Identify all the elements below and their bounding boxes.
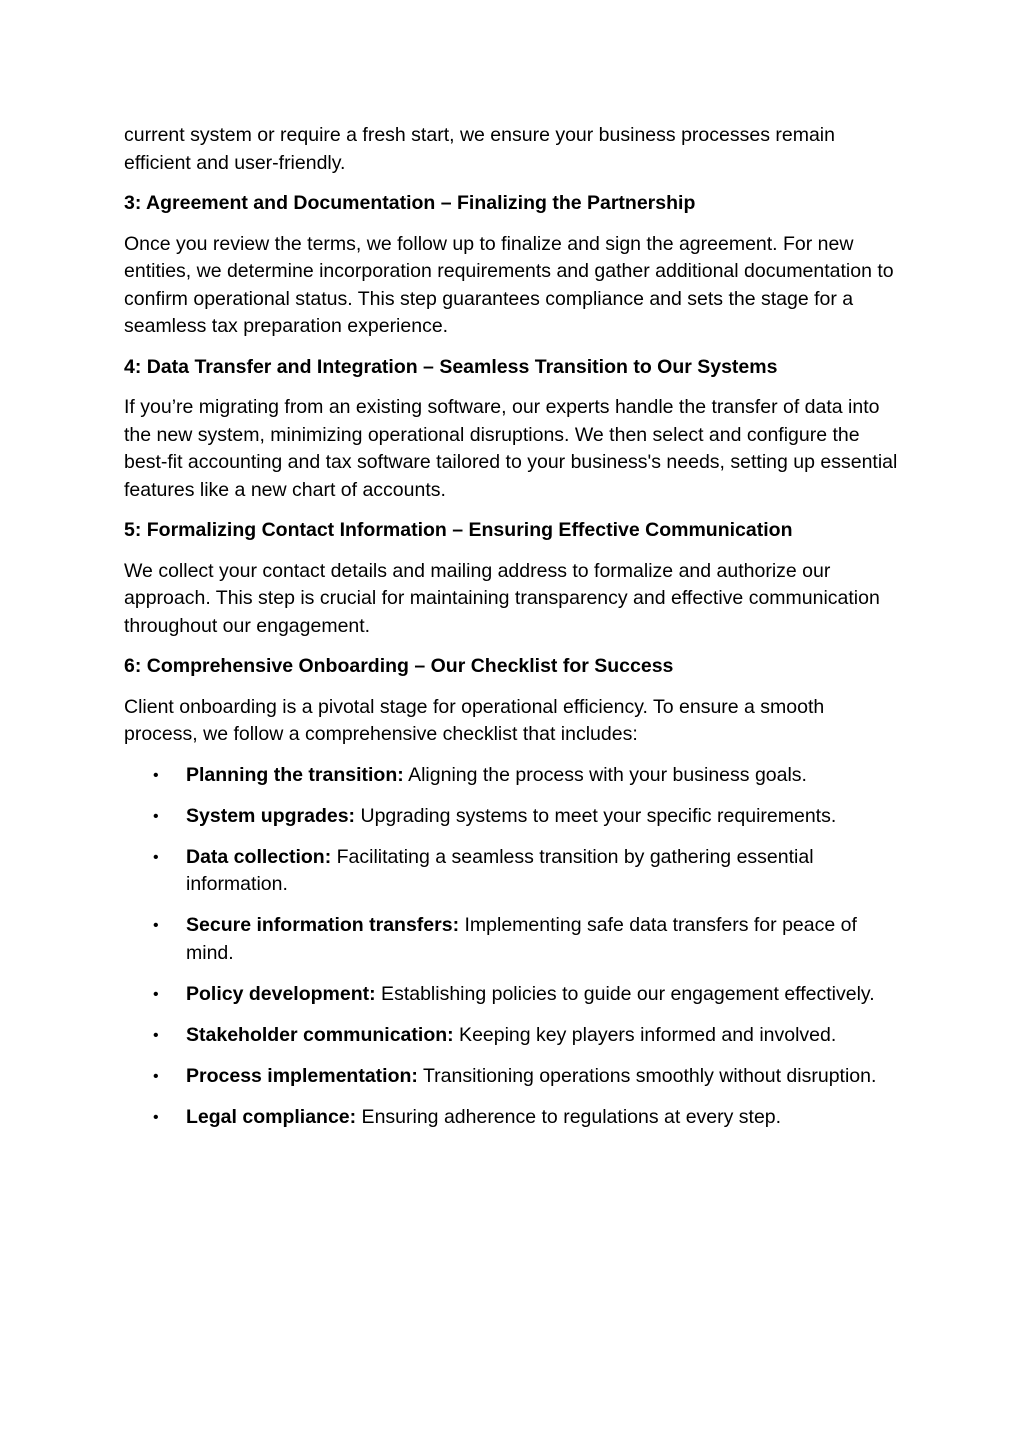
intro-continuation: current system or require a fresh start, we ensure your business processes remain efficient and user-friendly. xyxy=(124,124,835,174)
checklist-item-label: Policy development: xyxy=(186,982,376,1005)
checklist-item-text: Establishing policies to guide our engagement effectively. xyxy=(375,982,875,1005)
checklist-item xyxy=(124,803,900,831)
checklist-item xyxy=(124,981,900,1009)
checklist-item xyxy=(124,912,900,967)
checklist-item-text: Implementing safe data transfers for peace of mind. xyxy=(186,914,857,964)
section-4-body: If you’re migrating from an existing software, our experts handle the transfer of data into the new system, minimizing operational disruptions. We then select and configure the best-fit accounting and tax software tailored to your business's needs, setting up essential features like a new chart of accounts. xyxy=(124,396,898,501)
checklist-item xyxy=(124,1022,900,1050)
bullet-icon: • xyxy=(153,1067,159,1085)
document-page xyxy=(124,122,900,1145)
bullet-icon: • xyxy=(153,1026,159,1044)
bullet-icon: • xyxy=(153,807,159,825)
checklist-item-text: Facilitating a seamless transition by gathering essential information. xyxy=(186,845,814,895)
checklist-item xyxy=(124,1063,900,1091)
section-6-heading: 6: Comprehensive Onboarding – Our Checklist for Success xyxy=(124,655,674,677)
checklist-item xyxy=(124,844,900,899)
section-6-body: Client onboarding is a pivotal stage for operational efficiency. To ensure a smooth process, we follow a comprehensive checklist that includes: xyxy=(124,695,825,745)
section-3-body: Once you review the terms, we follow up to finalize and sign the agreement. For new entities, we determine incorporation requirements and gather additional documentation to confirm operational status. This step guarantees compliance and sets the stage for a seamless tax preparation experience. xyxy=(124,232,894,337)
bullet-icon: • xyxy=(153,1108,159,1126)
checklist-item-label: Process implementation: xyxy=(186,1064,418,1087)
checklist-item-text: Ensuring adherence to regulations at every step. xyxy=(356,1105,782,1128)
bullet-icon: • xyxy=(153,848,159,866)
checklist-item-text: Upgrading systems to meet your specific requirements. xyxy=(355,804,837,827)
bullet-icon: • xyxy=(153,917,159,934)
checklist-item-label: Planning the transition: xyxy=(186,763,404,786)
section-3-heading: 3: Agreement and Documentation – Finalizing the Partnership xyxy=(124,192,696,214)
checklist-item-label: Stakeholder communication: xyxy=(186,1023,454,1046)
section-5-body: We collect your contact details and mailing address to formalize and authorize our approach. This step is crucial for maintaining transparency and effective communication throughout our engagement. xyxy=(124,559,880,637)
bullet-icon: • xyxy=(153,985,159,1003)
checklist-item-label: Legal compliance: xyxy=(186,1105,357,1128)
section-5-heading: 5: Formalizing Contact Information – Ensuring Effective Communication xyxy=(124,519,793,541)
checklist-item-label: Data collection: xyxy=(186,845,332,868)
checklist-item-label: Secure information transfers: xyxy=(186,914,460,936)
onboarding-checklist xyxy=(124,762,900,1132)
checklist-item-text: Keeping key players informed and involved. xyxy=(453,1023,837,1046)
section-4-heading: 4: Data Transfer and Integration – Seamless Transition to Our Systems xyxy=(124,355,778,378)
checklist-item xyxy=(124,1104,900,1132)
checklist-item-text: Transitioning operations smoothly without disruption. xyxy=(417,1064,877,1087)
checklist-item xyxy=(124,762,900,790)
checklist-item-label: System upgrades: xyxy=(186,804,356,827)
bullet-icon: • xyxy=(153,766,159,784)
checklist-item-text: Aligning the process with your business goals. xyxy=(403,763,807,786)
